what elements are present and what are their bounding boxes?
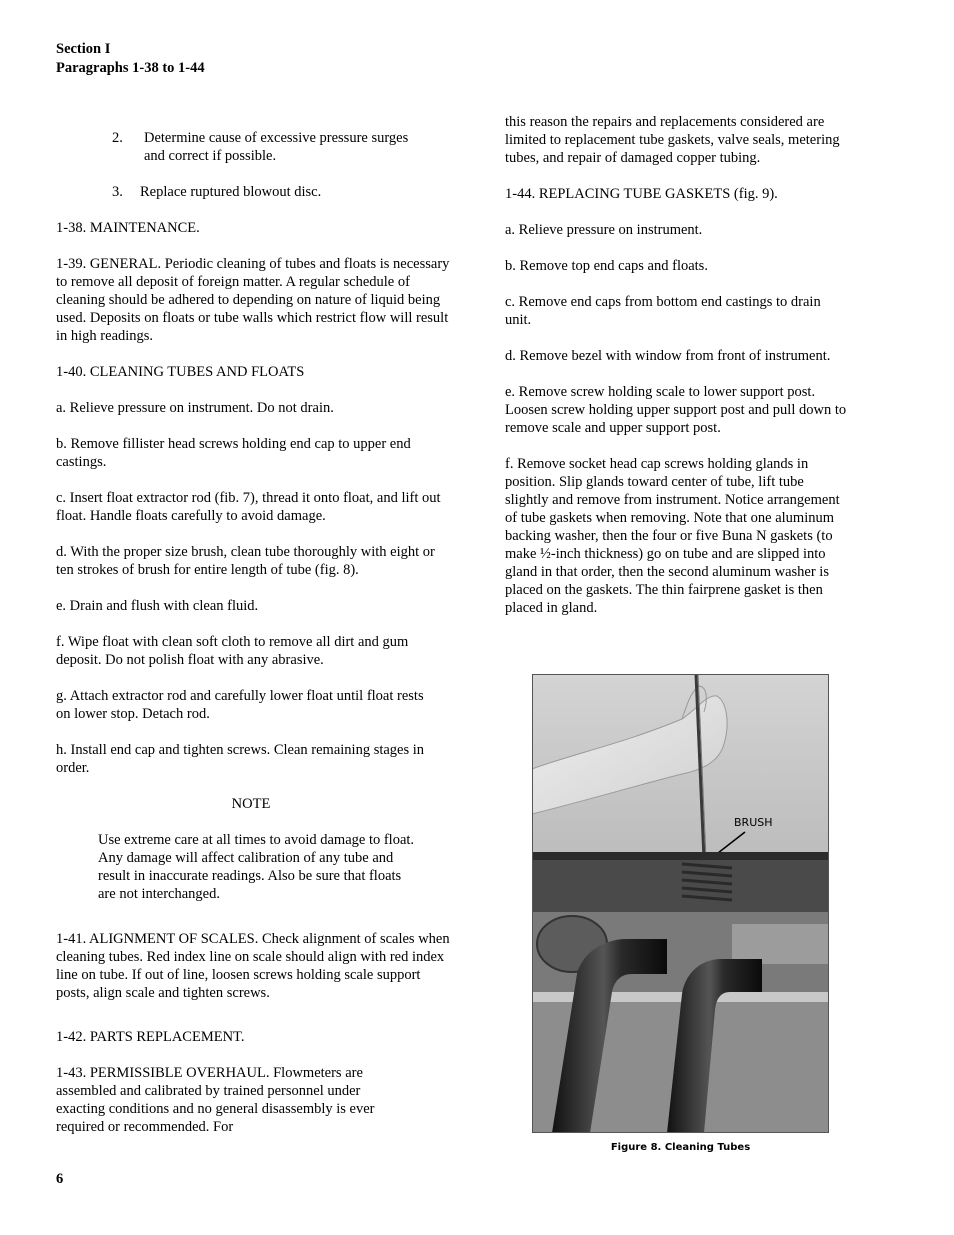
page-number: 6	[56, 1171, 64, 1187]
step-2-number: 2.	[112, 130, 123, 146]
step-a: a. Relieve pressure on instrument. Do not drain.	[56, 400, 334, 416]
step-b: b. Remove top end caps and floats.	[505, 258, 708, 274]
step-2	[56, 129, 412, 165]
section-label: Section I	[56, 41, 111, 57]
paragraph-1-41: 1-41. ALIGNMENT OF SCALES. Check alignment of scales when cleaning tubes. Red index line on scale should align with red index line on tube. If out of line, loosen screws holding scale support posts, align scale and tighten screws.	[56, 931, 450, 1001]
step-c: c. Remove end caps from bottom end castings to drain unit.	[505, 294, 821, 328]
step-3	[56, 183, 456, 201]
page-header	[56, 40, 205, 78]
step-a: a. Relieve pressure on instrument.	[505, 222, 703, 238]
note-title: NOTE	[231, 796, 271, 812]
step-g: g. Attach extractor rod and carefully lower float until float rests on lower stop. Detach rod.	[56, 688, 424, 722]
step-3-text: Replace ruptured blowout disc.	[140, 184, 322, 200]
figure-8-photo	[532, 674, 829, 1133]
step-c: c. Insert float extractor rod (fib. 7), thread it onto float, and lift out float. Handle floats carefully to avoid damage.	[56, 490, 441, 524]
heading-1-40: 1-40. CLEANING TUBES AND FLOATS	[56, 364, 305, 380]
step-d: d. Remove bezel with window from front of instrument.	[505, 348, 831, 364]
figure-caption: Figure 8. Cleaning Tubes	[610, 1142, 751, 1153]
step-b: b. Remove fillister head screws holding end cap to upper end castings.	[56, 436, 411, 470]
paragraph-1-43-continued: this reason the repairs and replacements considered are limited to replacement tube gaskets, valve seals, metering tubes, and repair of damaged copper tubing.	[505, 114, 840, 166]
step-f: f. Remove socket head cap screws holding glands in position. Slip glands toward center of tube, lift tube slightly and remove from instrument. Notice arrangement of tube gaskets when removing. Note that one aluminum backing washer, then the four or five Buna N gaskets (to make ½-inch thickness) go on tube and are slipped into gland in that order, then the second aluminum washer is placed on the gaskets. The thin fairprene gasket is then placed in gland.	[505, 456, 840, 616]
brush-callout-label: BRUSH	[734, 816, 773, 829]
step-d: d. With the proper size brush, clean tube thoroughly with eight or ten strokes of brush for entire length of tube (fig. 8).	[56, 544, 435, 578]
step-3-number: 3.	[112, 184, 123, 200]
step-h: h. Install end cap and tighten screws. Clean remaining stages in order.	[56, 742, 425, 776]
heading-1-38: 1-38. MAINTENANCE.	[56, 220, 200, 236]
paragraph-range: Paragraphs 1-38 to 1-44	[56, 60, 205, 76]
left-column	[56, 113, 456, 1136]
heading-1-42: 1-42. PARTS REPLACEMENT.	[56, 1029, 245, 1045]
machinery-top	[532, 852, 829, 912]
step-f: f. Wipe float with clean soft cloth to remove all dirt and gum deposit. Do not polish float with any abrasive.	[56, 634, 409, 668]
heading-1-44: 1-44. REPLACING TUBE GASKETS (fig. 9).	[505, 186, 778, 202]
paragraph-1-43: 1-43. PERMISSIBLE OVERHAUL. Flowmeters are assembled and calibrated by trained personnel under exacting conditions and no general disassembly is ever required or recommended. For	[56, 1065, 375, 1135]
note-body: Use extreme care at all times to avoid damage to float. Any damage will affect calibration of any tube and result in inaccurate readings. Also be sure that floats are not interchanged.	[98, 832, 415, 902]
paragraph-1-39: 1-39. GENERAL. Periodic cleaning of tubes and floats is necessary to remove all deposit of foreign matter. A regular schedule of cleaning should be adhered to depending on nature of liquid being used. Deposits on floats or tube walls which restrict flow will result in high readings.	[56, 256, 450, 344]
step-e: e. Remove screw holding scale to lower support post. Loosen screw holding upper support post and pull down to remove scale and upper support post.	[505, 384, 847, 436]
step-2-text: Determine cause of excessive pressure surges and correct if possible.	[144, 130, 409, 164]
step-e: e. Drain and flush with clean fluid.	[56, 598, 259, 614]
right-column	[505, 113, 850, 617]
